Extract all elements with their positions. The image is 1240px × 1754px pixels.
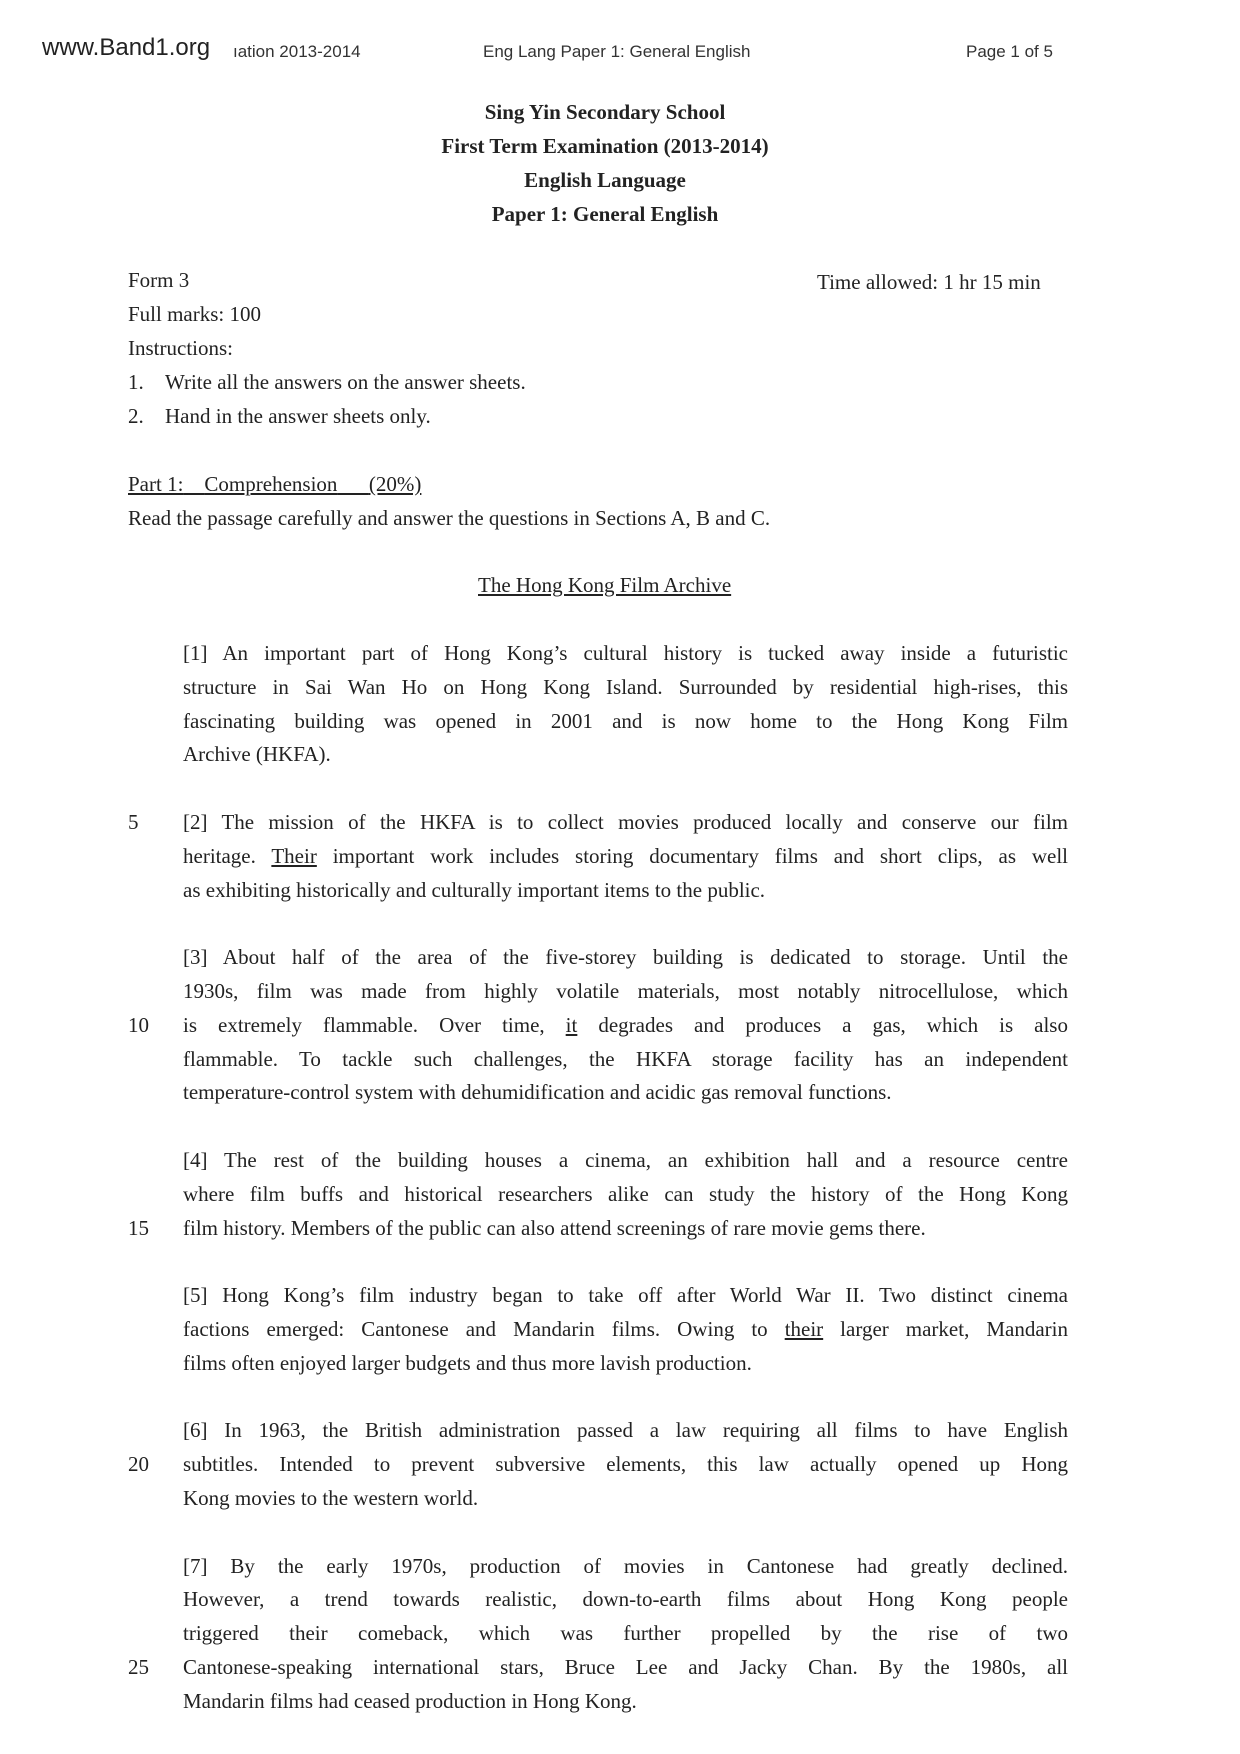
passage-line xyxy=(183,738,1068,772)
line-text: Cantonese-speaking international stars, Bruce Lee and Jacky Chan. By the 1980s, all xyxy=(183,1654,1068,1679)
line-text: factions emerged: Cantonese and Mandarin films. Owing to xyxy=(183,1316,785,1341)
paragraph xyxy=(128,806,1068,907)
part-direction: Read the passage carefully and answer the questions in Sections A, B and C. xyxy=(128,506,771,530)
watermark: www.Band1.org xyxy=(42,34,211,61)
header-exam-name: ıation 2013-2014 xyxy=(233,42,361,61)
passage-line xyxy=(183,705,1068,739)
line-text: [7] By the early 1970s, production of movies in Cantonese had greatly declined. xyxy=(183,1553,1068,1578)
line-text: [3] About half of the area of the five-storey building is dedicated to storage. Until the xyxy=(183,945,1068,970)
passage-line xyxy=(183,1583,1068,1617)
passage-line xyxy=(183,1178,1068,1212)
header-page-number: Page 1 of 5 xyxy=(966,42,1053,61)
passage-line xyxy=(128,1651,1068,1685)
line-number: 5 xyxy=(128,809,139,834)
passage-line xyxy=(128,1448,1068,1482)
passage-line xyxy=(183,941,1068,975)
line-text: temperature-control system with dehumidification and acidic gas removal functions. xyxy=(183,1080,892,1105)
full-marks: Full marks: 100 xyxy=(128,302,262,326)
passage-title: The Hong Kong Film Archive xyxy=(478,573,732,597)
line-text: 1930s, film was made from highly volatile materials, most notably nitrocellulose, which xyxy=(183,978,1068,1003)
line-number: 25 xyxy=(128,1654,149,1679)
line-text: flammable. To tackle such challenges, the HKFA storage facility has an independent xyxy=(183,1046,1068,1071)
instruction-text: Hand in the answer sheets only. xyxy=(165,404,431,428)
line-text: structure in Sai Wan Ho on Hong Kong Island. Surrounded by residential high-rises, this xyxy=(183,674,1068,699)
part-label: Part 1: xyxy=(128,472,184,496)
paper-title: Paper 1: General English xyxy=(491,202,719,226)
line-number: 15 xyxy=(128,1215,149,1240)
line-text: [5] Hong Kong’s film industry began to take off after World War II. Two distinct cinema xyxy=(183,1283,1068,1308)
instructions-label: Instructions: xyxy=(128,336,233,360)
line-text: subtitles. Intended to prevent subversive elements, this law actually opened up Hong xyxy=(183,1452,1068,1477)
line-text: However, a trend towards realistic, down-to-earth films about Hong Kong people xyxy=(183,1587,1068,1612)
passage-line xyxy=(183,1144,1068,1178)
instruction-number: 1. xyxy=(128,370,144,394)
line-text: [2] The mission of the HKFA is to collect movies produced locally and conserve our film xyxy=(183,809,1068,834)
line-number: 20 xyxy=(128,1452,149,1477)
line-number: 10 xyxy=(128,1012,149,1037)
line-text: [6] In 1963, the British administration passed a law requiring all films to have English xyxy=(183,1418,1068,1443)
exam-title: First Term Examination (2013-2014) xyxy=(441,134,769,158)
line-text: [4] The rest of the building houses a cinema, an exhibition hall and a resource centre xyxy=(183,1147,1068,1172)
passage-line xyxy=(183,1617,1068,1651)
passage-line xyxy=(183,840,1068,874)
line-text: [1] An important part of Hong Kong’s cultural history is tucked away inside a futuristic xyxy=(183,641,1068,665)
instruction-number: 2. xyxy=(128,404,144,428)
school-name: Sing Yin Secondary School xyxy=(484,100,726,124)
line-text: Mandarin films had ceased production in Hong Kong. xyxy=(183,1688,637,1713)
underlined-word: it xyxy=(565,1012,578,1037)
form-label: Form 3 xyxy=(128,268,190,292)
paragraph xyxy=(183,1279,1068,1380)
part-name: Comprehension xyxy=(204,472,338,496)
line-text: film history. Members of the public can also attend screenings of rare movie gems there. xyxy=(183,1215,926,1240)
passage-line xyxy=(183,874,1068,908)
passage-line xyxy=(183,1076,1068,1110)
line-text: heritage. xyxy=(183,843,272,868)
passage-line xyxy=(128,806,1068,840)
passage-line xyxy=(183,1685,1068,1719)
subject-title: English Language xyxy=(524,168,686,192)
part-heading xyxy=(128,472,421,497)
underlined-word: their xyxy=(784,1316,824,1341)
passage-line xyxy=(183,1550,1068,1584)
line-text: fascinating building was opened in 2001 and is now home to the Hong Kong Film xyxy=(183,708,1068,733)
passage-line xyxy=(183,975,1068,1009)
passage-line xyxy=(183,1313,1068,1347)
paragraph xyxy=(128,941,1068,1110)
line-text: films often enjoyed larger budgets and thus more lavish production. xyxy=(183,1350,752,1375)
passage-line xyxy=(183,671,1068,705)
part-weight: (20%) xyxy=(368,472,422,496)
line-text: Kong movies to the western world. xyxy=(183,1485,479,1510)
passage-line xyxy=(183,637,1068,671)
header-paper-name: Eng Lang Paper 1: General English xyxy=(483,42,751,61)
line-text: important work includes storing documentary films and short clips, as well xyxy=(316,843,1068,868)
line-text: Archive (HKFA). xyxy=(183,742,331,767)
line-text: degrades and produces a gas, which is also xyxy=(577,1012,1068,1037)
paragraph xyxy=(128,1414,1068,1515)
passage-line xyxy=(183,1482,1068,1516)
line-text: as exhibiting historically and culturally important items to the public. xyxy=(183,877,766,902)
passage-line xyxy=(183,1347,1068,1381)
passage-line xyxy=(128,1009,1068,1043)
passage-line xyxy=(183,1043,1068,1077)
paragraph xyxy=(128,1144,1068,1245)
instruction-text: Write all the answers on the answer sheets. xyxy=(165,370,526,394)
line-text: where film buffs and historical researchers alike can study the history of the Hong Kong xyxy=(183,1181,1068,1206)
paragraph xyxy=(128,1550,1068,1719)
passage-line xyxy=(183,1279,1068,1313)
line-text: larger market, Mandarin xyxy=(823,1316,1068,1341)
line-text: triggered their comeback, which was further propelled by the rise of two xyxy=(183,1621,1068,1646)
underlined-word: Their xyxy=(271,843,317,868)
passage-line xyxy=(128,1212,1068,1246)
passage-body xyxy=(128,637,1068,1752)
time-allowed: Time allowed: 1 hr 15 min xyxy=(817,270,1041,294)
passage-line xyxy=(183,1414,1068,1448)
paragraph xyxy=(183,637,1068,772)
line-text: is extremely flammable. Over time, xyxy=(183,1012,566,1037)
